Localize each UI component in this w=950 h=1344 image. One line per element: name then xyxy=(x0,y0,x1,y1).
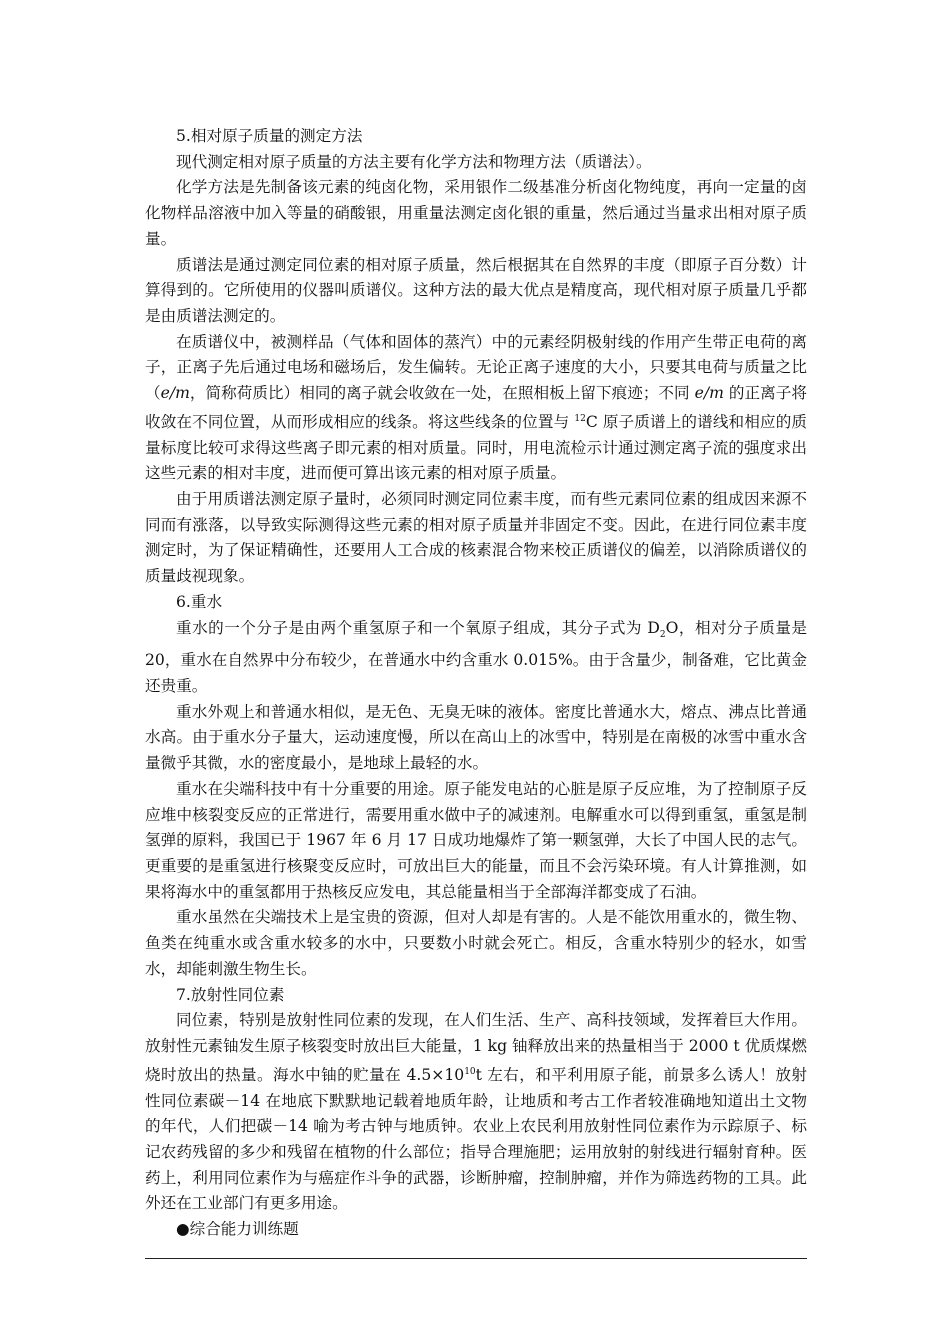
paragraph: 重水外观上和普通水相似，是无色、无臭无味的液体。密度比普通水大，熔点、沸点比普通水高。由于重水分子量大，运动速度慢，所以在高山上的冰雪中，特别是在南极的冰雪中重水含量微乎其微，水的密度最小，是地球上最轻的水。 xyxy=(145,702,807,773)
superscript: 10 xyxy=(464,1066,476,1077)
text-run: 重水的一个分子是由两个重氢原子和一个氧原子组成，其分子式为 D xyxy=(176,618,660,637)
ratio-symbol: e/m xyxy=(160,384,190,403)
text-run: t 左右，和平利用原子能，前景多么诱人！放射性同位素碳－14 在地底下默默地记载着地质年龄，让地质和考古工作者较准确地知道出土文物的年代，人们把碳－14 喻为考古钟与地质钟。农业上农民利用放射性同位素作为示踪原子、标记农药残留的多少和残留在植物的什么部位；指导合理施肥；运用放射的射线进行辐射育种。医药上，利用同位素作为与癌症作斗争的武器，诊断肿瘤，控制肿瘤，并作为筛选药物的工具。此外还在工业部门有更多用途。 xyxy=(145,1065,807,1213)
subscript: 2 xyxy=(659,629,666,640)
document-body xyxy=(145,124,807,1243)
text-run: 在质谱仪中，被测样品（气体和固体的蒸汽）中的元素经阴极射线的作用产生带正电荷的离子，正离子先后通过电场和磁场后，发生偏转。无论正离子速度的大小，只要其电荷与质量之比（ xyxy=(145,332,807,403)
paragraph: 质谱法是通过测定同位素的相对原子质量，然后根据其在自然界的丰度（即原子百分数）计算得到的。它所使用的仪器叫质谱仪。这种方法的最大优点是精度高，现代相对原子质量几乎都是由质谱法测定的。 xyxy=(145,255,807,325)
text-run: O，相对分子质量是 20，重水在自然界中分布较少，在普通水中约含重水 0.015%。由于含量少，制备难，它比黄金还贵重。 xyxy=(145,618,807,696)
paragraph: 现代测定相对原子质量的方法主要有化学方法和物理方法（质谱法）。 xyxy=(176,152,652,171)
paragraph xyxy=(145,1008,807,1217)
paragraph: 重水在尖端科技中有十分重要的用途。原子能发电站的心脏是原子反应堆，为了控制原子反应堆中核裂变反应的正常进行，需要用重水做中子的减速剂。电解重水可以得到重氢，重氢是制氢弹的原料，我国已于 1967 年 6 月 17 日成功地爆炸了第一颗氢弹，大长了中国人民的志气。更重要的是重氢进行核聚变反应时，可放出巨大的能量，而且不会污染环境。有人计算推测，如果将海水中的重氢都用于热核反应发电，其总能量相当于全部海洋都变成了石油。 xyxy=(145,779,807,901)
superscript: 12 xyxy=(574,413,586,424)
section-heading-6: 6.重水 xyxy=(176,592,223,611)
training-heading: ●综合能力训练题 xyxy=(176,1220,299,1239)
text-run: C 原子质谱上的谱线和相应的质量标度比较可求得这些离子即元素的相对质量。同时，用电流检示计通过测定离子流的强度求出这些元素的相对丰度，进而便可算出该元素的相对原子质量。 xyxy=(145,412,808,483)
text-run: ，简称荷质比）相同的离子就会收敛在一处，在照相板上留下痕迹；不同 xyxy=(189,384,695,403)
ratio-symbol: e/m xyxy=(694,384,724,403)
paragraph xyxy=(145,616,807,700)
paragraph: 由于用质谱法测定原子量时，必须同时测定同位素丰度，而有些元素同位素的组成因来源不同而有涨落，以导致实际测得这些元素的相对原子质量并非固定不变。因此，在进行同位素丰度测定时，为了保证精确性，还要用人工合成的核素混合物来校正质谱仪的偏差，以消除质谱仪的质量歧视现象。 xyxy=(145,490,807,586)
paragraph xyxy=(145,330,807,487)
text-run: 的正离子将收敛在不同位置，从而形成相应的线条。将这些线条的位置与 xyxy=(145,384,807,431)
text-run: 同位素，特别是放射性同位素的发现，在人们生活、生产、高科技领域，发挥着巨大作用。放射性元素铀发生原子核裂变时放出巨大能量，1 kg 铀释放出来的热量相当于 2000 t 优质煤燃烧时放出的热量。海水中铀的贮量在 4.5×10 xyxy=(145,1011,807,1084)
section-heading-5: 5.相对原子质量的测定方法 xyxy=(176,127,363,145)
footer-divider xyxy=(145,1258,807,1259)
paragraph: 重水虽然在尖端技术上是宝贵的资源，但对人却是有害的。人是不能饮用重水的，微生物、鱼类在纯重水或含重水较多的水中，只要数小时就会死亡。相反，含重水特别少的轻水，如雪水，却能刺激生物生长。 xyxy=(145,908,807,978)
section-heading-7: 7.放射性同位素 xyxy=(176,985,285,1004)
paragraph: 化学方法是先制备该元素的纯卤化物，采用银作二级基准分析卤化物纯度，再向一定量的卤化物样品溶液中加入等量的硝酸银，用重量法测定卤化银的重量，然后通过当量求出相对原子质量。 xyxy=(145,178,807,248)
